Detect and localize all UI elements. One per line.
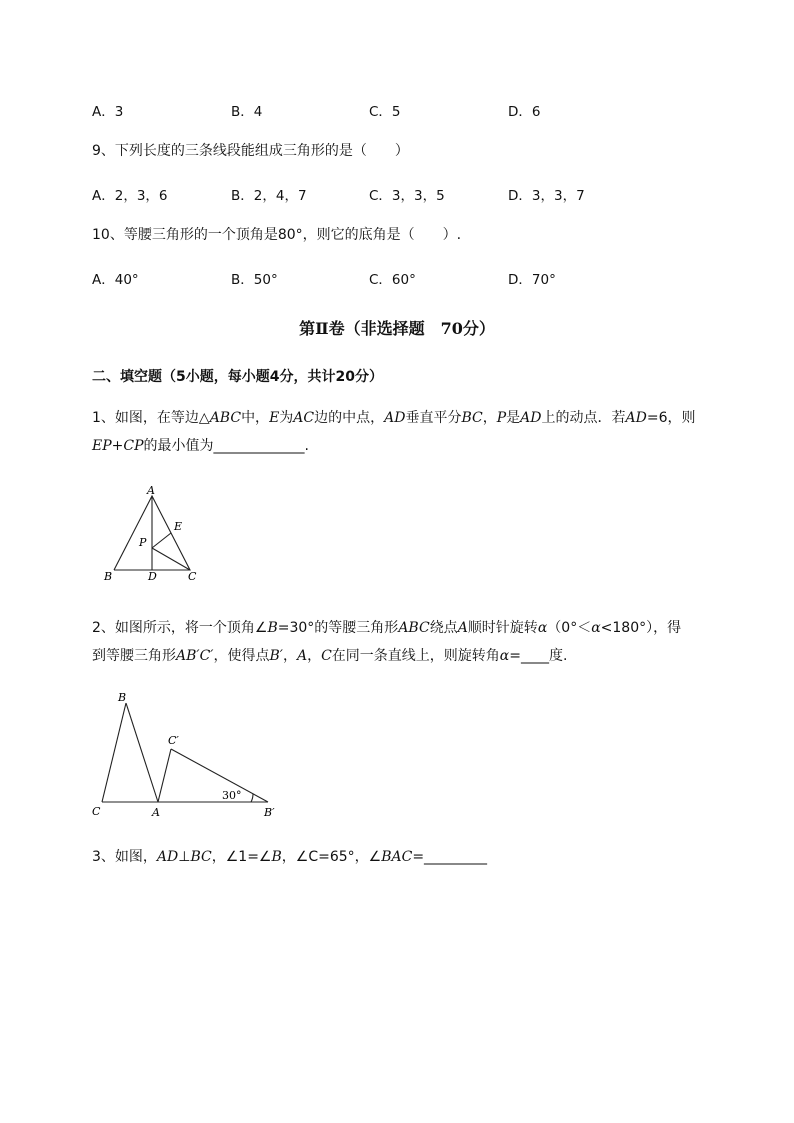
figure-rotated-isosceles <box>88 686 288 821</box>
label-b: B <box>104 570 113 583</box>
text: 上的动点．若 <box>541 410 626 426</box>
text: <180°），得 <box>600 620 682 636</box>
math-b: B <box>267 620 278 636</box>
text: ，使得点 <box>213 648 270 664</box>
math-a: A <box>296 648 308 664</box>
q9-stem: 9、下列长度的三条线段能组成三角形的是（ ） <box>92 143 409 159</box>
q8-options <box>92 100 652 120</box>
math-b: B <box>271 849 282 865</box>
math-ac: AC <box>293 410 315 426</box>
text: 中， <box>241 410 270 426</box>
label-c: C <box>92 805 101 818</box>
fill3-line1 <box>92 847 487 867</box>
fill1-line2 <box>92 436 309 456</box>
math-b-prime: B′ <box>269 648 283 664</box>
label-e: E <box>174 520 183 533</box>
q9-option-a[interactable]: A．2，3，6 <box>92 188 168 204</box>
answer-blank[interactable]: =_________ <box>412 849 488 865</box>
math-alpha: α <box>591 620 601 636</box>
text: 绕点 <box>429 620 458 636</box>
math-ad: AD <box>156 849 179 865</box>
math-abc: ABC <box>209 410 242 426</box>
label-a: A <box>147 484 155 497</box>
label-c: C <box>188 570 197 583</box>
label-angle: 30° <box>222 789 242 802</box>
q10-option-b[interactable]: B．50° <box>231 272 278 288</box>
math-bac: BAC <box>381 849 413 865</box>
text: ， <box>482 410 497 426</box>
fill2-line1 <box>92 618 681 638</box>
text: 顺时针旋转 <box>467 620 538 636</box>
q9-option-b[interactable]: B．2，4，7 <box>231 188 307 204</box>
q8-option-a[interactable]: A．3 <box>92 104 124 120</box>
text: =6，则 <box>646 410 696 426</box>
label-p: P <box>139 536 147 549</box>
q9-option-c[interactable]: C．3，3，5 <box>369 188 445 204</box>
text: 3、如图， <box>92 849 157 865</box>
label-b: B <box>118 691 127 704</box>
text: ，∠1=∠ <box>211 849 272 865</box>
text: ， <box>282 648 297 664</box>
section-title: 第Ⅱ卷（非选择题 70分） <box>299 319 495 338</box>
math-bc: BC <box>461 410 483 426</box>
fill-in-header: 二、填空题（5小题，每小题4分，共计20分） <box>92 369 383 385</box>
text: ， <box>307 648 322 664</box>
text: ⊥ <box>178 849 191 865</box>
q8-option-c[interactable]: C．5 <box>369 104 401 120</box>
text: =30°的等腰三角形 <box>277 620 399 636</box>
label-a: A <box>152 806 160 819</box>
answer-blank[interactable]: =____度. <box>509 648 568 664</box>
label-c-prime: C′ <box>168 734 179 747</box>
math-alpha: α <box>499 648 510 664</box>
math-a: A <box>457 620 468 636</box>
math-ep-cp: EP+CP <box>92 438 144 454</box>
text: 边的中点， <box>314 410 385 426</box>
q10-option-d[interactable]: D．70° <box>508 272 556 288</box>
text: 垂直平分 <box>405 410 462 426</box>
math-ad: AD <box>520 410 542 426</box>
text: （0°＜ <box>547 620 592 636</box>
q8-option-d[interactable]: D．6 <box>508 104 541 120</box>
q8-option-b[interactable]: B．4 <box>231 104 263 120</box>
q10-options <box>92 268 652 288</box>
math-ad: AD <box>384 410 406 426</box>
q9-option-d[interactable]: D．3，3，7 <box>508 188 585 204</box>
label-d: D <box>148 570 157 583</box>
text: 为 <box>279 410 294 426</box>
figure-equilateral-triangle <box>100 484 210 584</box>
math-p: P <box>496 410 507 426</box>
math-ad: AD <box>625 410 647 426</box>
text: 到等腰三角形 <box>92 648 176 664</box>
math-e: E <box>269 410 280 426</box>
q9-options <box>92 184 652 204</box>
math-c: C <box>321 648 332 664</box>
fill2-line2 <box>92 646 567 666</box>
label-b-prime: B′ <box>264 806 275 819</box>
q10-stem: 10、等腰三角形的一个顶角是80°，则它的底角是（ ）. <box>92 227 462 243</box>
text: 2、如图所示，将一个顶角∠ <box>92 620 268 636</box>
text: ，∠C=65°，∠ <box>281 849 382 865</box>
math-bc: BC <box>190 849 212 865</box>
fill1-line1 <box>92 408 695 428</box>
text: 在同一条直线上，则旋转角 <box>331 648 500 664</box>
q10-option-c[interactable]: C．60° <box>369 272 416 288</box>
math-abc-prime: AB′C′ <box>176 648 214 664</box>
text: 是 <box>506 410 521 426</box>
answer-blank[interactable]: 的最小值为_____________. <box>143 438 309 454</box>
text: 1、如图，在等边△ <box>92 410 210 426</box>
q10-option-a[interactable]: A．40° <box>92 272 139 288</box>
math-alpha: α <box>537 620 548 636</box>
math-abc: ABC <box>398 620 430 636</box>
